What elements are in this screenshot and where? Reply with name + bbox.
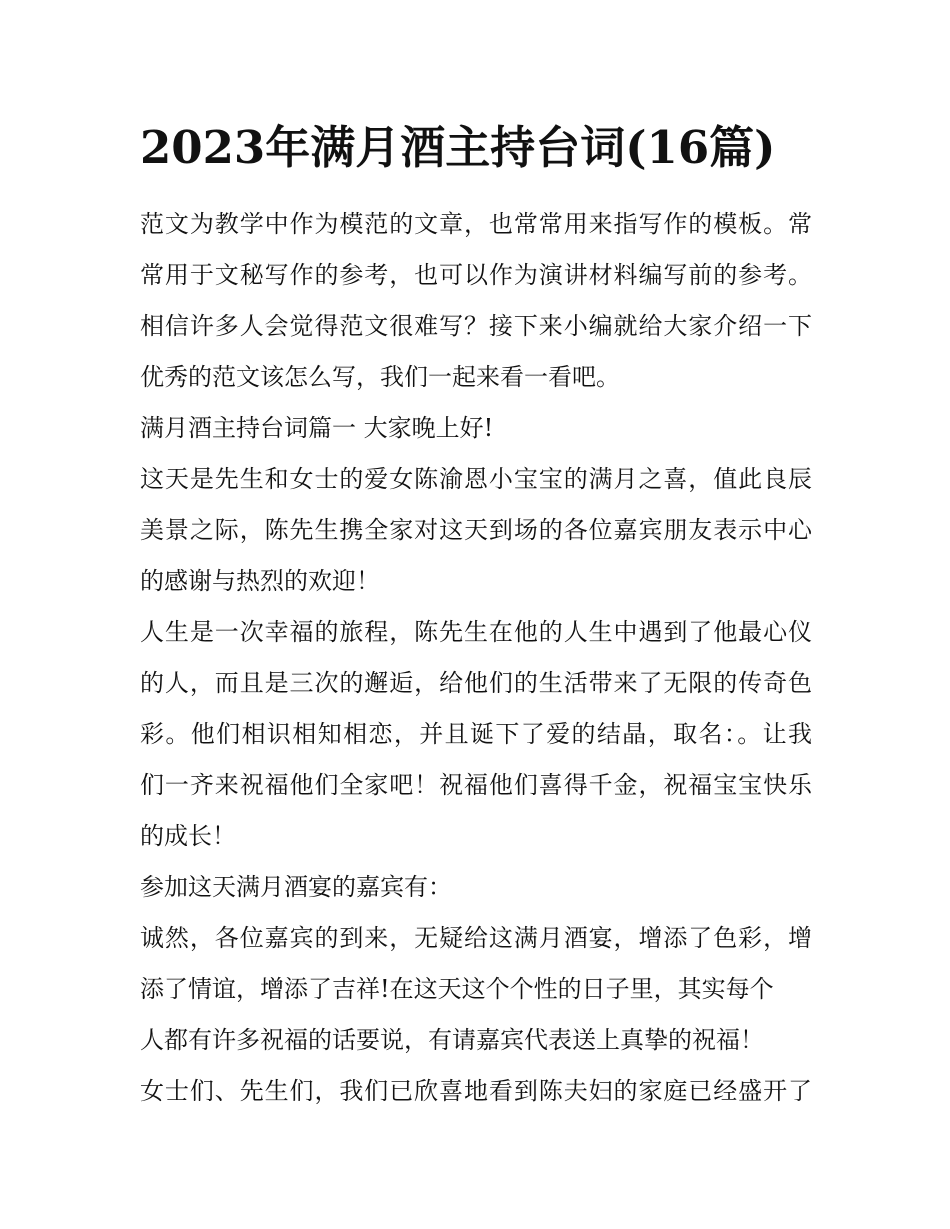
paragraph-line: 们一齐来祝福他们全家吧！祝福他们喜得千金，祝福宝宝快乐 (140, 771, 812, 799)
paragraph-line: 彩。他们相识相知相恋，并且诞下了爱的结晶，取名：。让我 (140, 720, 812, 748)
paragraph-line: 优秀的范文该怎么写，我们一起来看一看吧。 (140, 363, 620, 391)
paragraph-line: 人都有许多祝福的话要说，有请嘉宾代表送上真挚的祝福！ (140, 1026, 764, 1054)
document-title: 2023年满月酒主持台词(16篇) (140, 121, 776, 174)
paragraph-line: 范文为教学中作为模范的文章，也常常用来指写作的模板。常 (140, 210, 812, 238)
paragraph-line: 添了情谊，增添了吉祥!在这天这个个性的日子里，其实每个 (140, 975, 774, 1003)
paragraph-line: 参加这天满月酒宴的嘉宾有： (140, 873, 452, 901)
paragraph-line: 的感谢与热烈的欢迎！ (140, 567, 380, 595)
paragraph-line: 满月酒主持台词篇一 大家晚上好! (140, 414, 494, 442)
paragraph-line: 女士们、先生们，我们已欣喜地看到陈夫妇的家庭已经盛开了 (140, 1077, 812, 1105)
paragraph-line: 相信许多人会觉得范文很难写？接下来小编就给大家介绍一下 (140, 312, 812, 340)
paragraph-line: 诚然，各位嘉宾的到来，无疑给这满月酒宴，增添了色彩，增 (140, 924, 812, 952)
paragraph-line: 的人，而且是三次的邂逅，给他们的生活带来了无限的传奇色 (140, 669, 812, 697)
paragraph-line: 人生是一次幸福的旅程，陈先生在他的人生中遇到了他最心仪 (140, 618, 812, 646)
document-body (140, 199, 812, 1117)
paragraph-line: 常用于文秘写作的参考，也可以作为演讲材料编写前的参考。 (140, 261, 812, 289)
paragraph-line: 的成长！ (140, 822, 236, 850)
paragraph-line: 美景之际，陈先生携全家对这天到场的各位嘉宾朋友表示中心 (140, 516, 812, 544)
paragraph-line: 这天是先生和女士的爱女陈渝恩小宝宝的满月之喜，值此良辰 (140, 465, 812, 493)
